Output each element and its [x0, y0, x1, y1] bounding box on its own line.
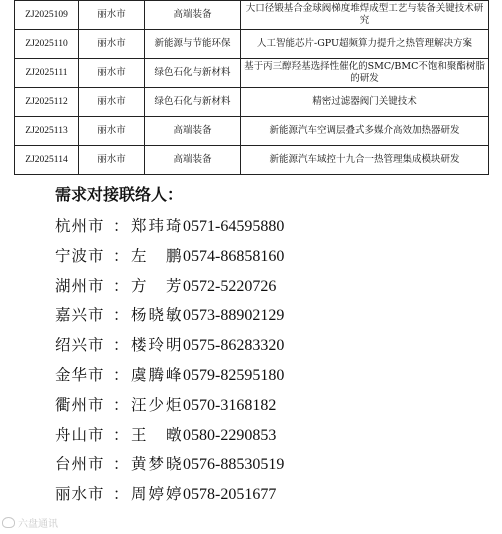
row-city: 丽水市	[79, 30, 145, 59]
contact-row	[55, 242, 284, 272]
contact-name: 黄梦晓	[131, 455, 184, 474]
row-field: 新能源与节能环保	[145, 30, 241, 59]
contact-name: 汪少炬	[131, 395, 184, 414]
row-code: ZJ2025109	[15, 1, 79, 30]
contact-city: 舟山市	[55, 425, 105, 444]
row-city: 丽水市	[79, 117, 145, 146]
contact-phone: 0570-3168182	[183, 396, 277, 414]
row-city: 丽水市	[79, 146, 145, 175]
contact-colon: ：	[113, 336, 129, 355]
contact-city: 金华市	[55, 365, 105, 384]
contact-row	[55, 391, 284, 421]
row-field: 绿色石化与新材料	[145, 88, 241, 117]
contact-colon: ：	[113, 395, 129, 414]
contact-city: 绍兴市	[55, 336, 105, 355]
table-row	[15, 117, 489, 146]
watermark	[2, 515, 58, 530]
contact-row	[55, 450, 284, 480]
contact-phone: 0573-88902129	[183, 307, 285, 325]
contact-city: 宁波市	[55, 246, 105, 265]
row-city: 丽水市	[79, 1, 145, 30]
contact-city: 丽水市	[55, 485, 105, 504]
demand-table-section	[14, 0, 488, 175]
contact-phone: 0575-86283320	[183, 337, 285, 355]
contact-phone: 0571-64595880	[183, 218, 285, 235]
contact-name: 方 芳	[131, 276, 184, 295]
contact-name: 周婷婷	[131, 485, 184, 504]
contact-colon: ：	[113, 306, 129, 325]
contact-row	[55, 331, 284, 361]
row-field: 高端装备	[145, 1, 241, 30]
row-city: 丽水市	[79, 59, 145, 88]
contact-colon: ：	[113, 425, 129, 444]
contact-phone: 0574-86858160	[183, 247, 285, 265]
contact-name: 王 暾	[131, 425, 184, 444]
contact-colon: ：	[113, 276, 129, 295]
watermark-text: 六盘通讯	[18, 519, 58, 530]
row-field: 绿色石化与新材料	[145, 59, 241, 88]
row-title: 新能源汽车空调层叠式多媒介高效加热器研发	[241, 117, 489, 146]
row-code: ZJ2025114	[15, 146, 79, 175]
table-row	[15, 146, 489, 175]
contact-row	[55, 421, 284, 451]
contact-colon: ：	[113, 455, 129, 474]
contact-city: 台州市	[55, 455, 105, 474]
contact-row	[55, 272, 284, 302]
contact-name: 楼玲明	[131, 336, 184, 355]
contact-phone: 0580-2290853	[183, 426, 277, 444]
row-code: ZJ2025111	[15, 59, 79, 88]
row-title: 新能源汽车域控十九合一热管理集成模块研发	[241, 146, 489, 175]
row-code: ZJ2025110	[15, 30, 79, 59]
contact-list	[55, 212, 284, 510]
demand-table	[14, 0, 489, 175]
row-title: 人工智能芯片-GPU超频算力提升之热管理解决方案	[241, 30, 489, 59]
contact-phone: 0576-88530519	[183, 456, 285, 474]
row-code: ZJ2025113	[15, 117, 79, 146]
weibo-icon	[2, 517, 15, 528]
contact-colon: ：	[113, 485, 129, 504]
contact-city: 湖州市	[55, 276, 105, 295]
contact-row	[55, 480, 284, 510]
contacts-heading: 需求对接联络人：	[55, 185, 184, 204]
contact-phone: 0579-82595180	[183, 366, 285, 384]
contact-phone: 0578-2051677	[183, 486, 277, 504]
contact-city: 杭州市	[55, 217, 105, 235]
contact-name: 左 鹏	[131, 246, 184, 265]
contact-row	[55, 361, 284, 391]
row-city: 丽水市	[79, 88, 145, 117]
row-code: ZJ2025112	[15, 88, 79, 117]
row-field: 高端装备	[145, 146, 241, 175]
contact-row	[55, 212, 284, 242]
contact-name: 杨晓敏	[131, 306, 184, 325]
contact-name: 郑玮琦	[131, 217, 184, 235]
contact-name: 虞腾峰	[131, 365, 184, 384]
table-row	[15, 88, 489, 117]
contacts-section	[55, 184, 284, 510]
contact-colon: ：	[113, 365, 129, 384]
row-title: 精密过滤器阀门关键技术	[241, 88, 489, 117]
table-row	[15, 59, 489, 88]
contact-row	[55, 301, 284, 331]
row-field: 高端装备	[145, 117, 241, 146]
table-row	[15, 30, 489, 59]
contact-phone: 0572-5220726	[183, 277, 277, 295]
contact-city: 嘉兴市	[55, 306, 105, 325]
table-row	[15, 1, 489, 30]
row-title: 大口径锻基合金球阀梯度堆焊成型工艺与装备关键技术研究	[241, 1, 489, 30]
contact-colon: ：	[113, 217, 129, 235]
contact-colon: ：	[113, 246, 129, 265]
row-title: 基于丙三醇羟基选择性催化的SMC/BMC不饱和聚酯树脂的研发	[241, 59, 489, 88]
contact-city: 衢州市	[55, 395, 105, 414]
